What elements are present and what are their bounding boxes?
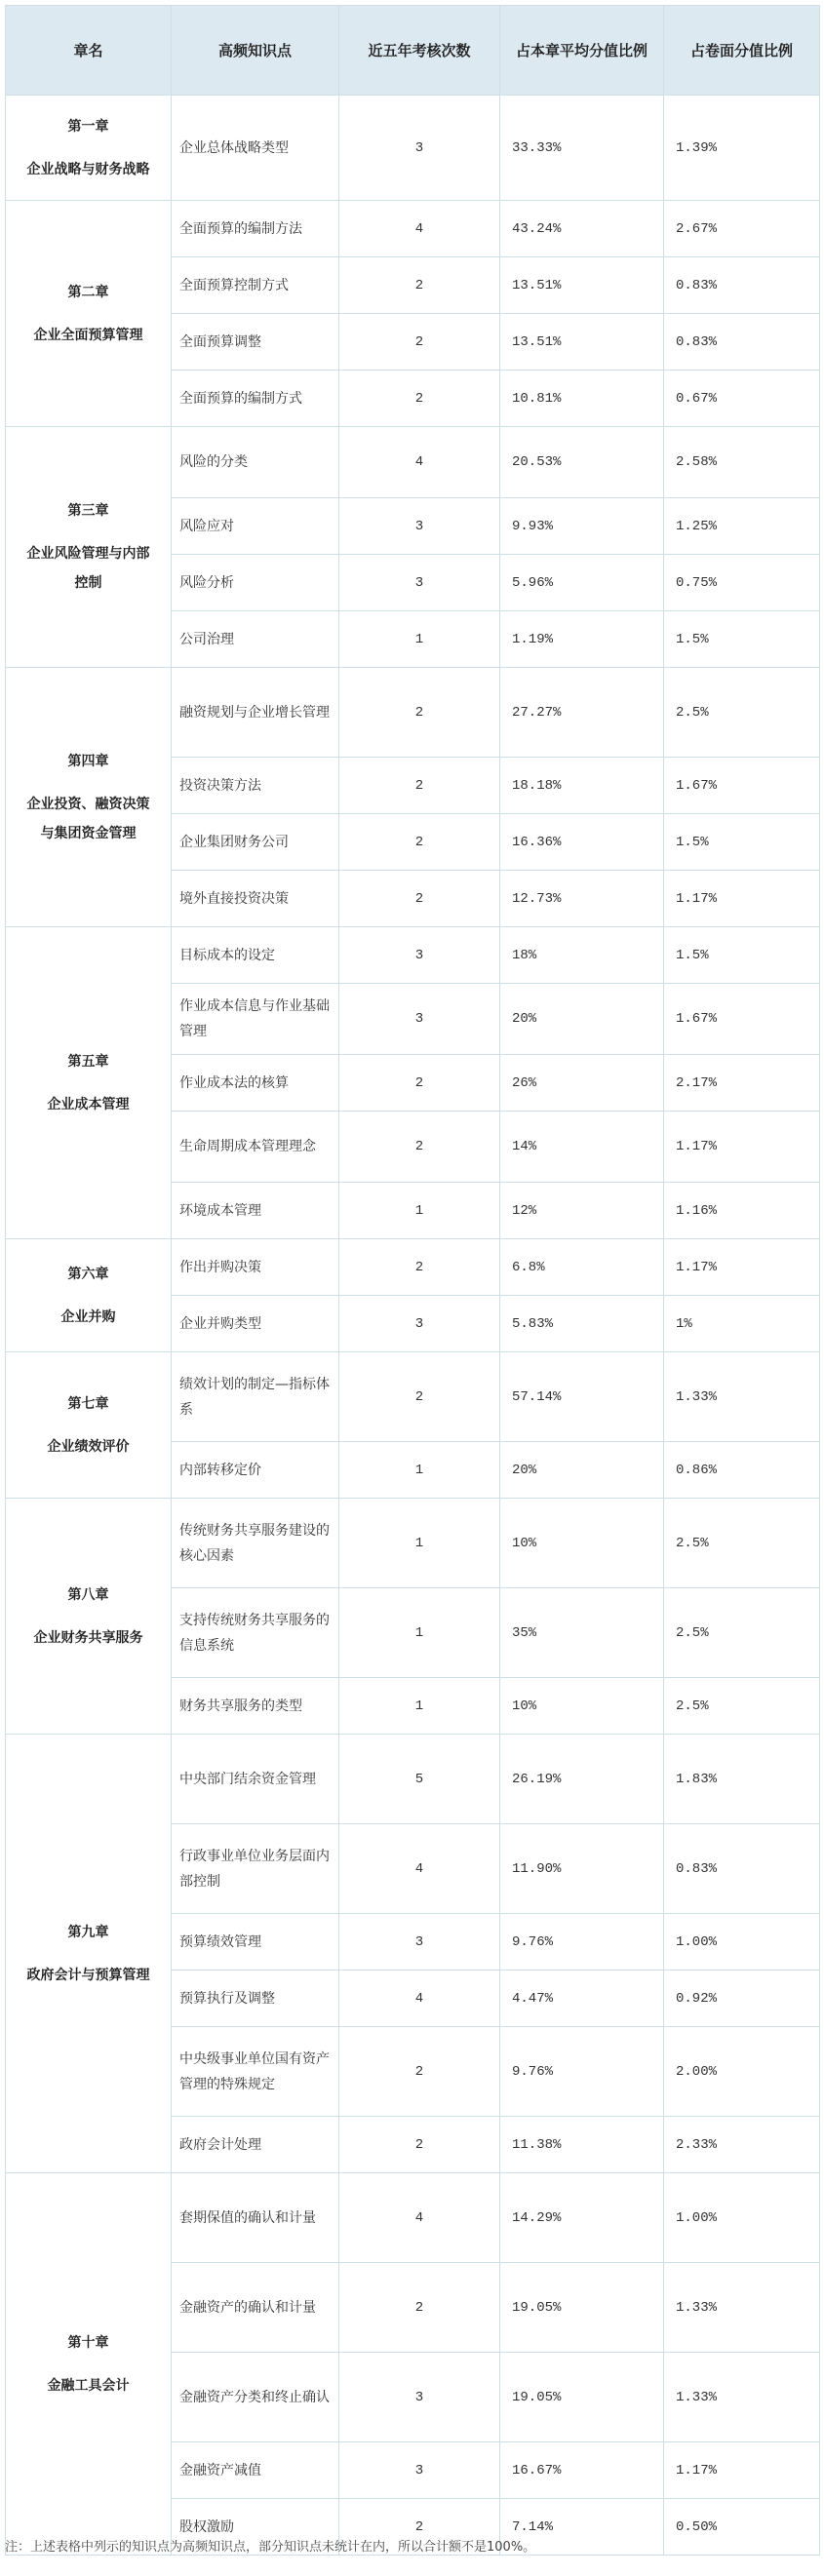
knowledge-point-cell: 公司治理 — [172, 611, 339, 668]
chapter-cell — [6, 1239, 172, 1352]
paper-share-cell: 1.5% — [664, 814, 820, 871]
chapter-share-cell: 9.93% — [500, 498, 664, 555]
exam-count-cell: 4 — [339, 1824, 500, 1914]
knowledge-point-cell: 全面预算的编制方法 — [172, 201, 339, 257]
exam-count-cell: 1 — [339, 1588, 500, 1678]
paper-share-cell: 2.67% — [664, 201, 820, 257]
knowledge-point-cell: 金融资产分类和终止确认 — [172, 2353, 339, 2442]
paper-share-cell: 0.86% — [664, 1442, 820, 1499]
exam-count-cell: 2 — [339, 814, 500, 871]
chapter-number: 第六章 — [67, 1266, 109, 1282]
table-row — [6, 1239, 820, 1296]
exam-count-cell: 4 — [339, 2173, 500, 2263]
header-chapter: 章名 — [6, 6, 172, 96]
knowledge-point-cell: 风险的分类 — [172, 427, 339, 498]
chapter-share-cell: 10% — [500, 1499, 664, 1588]
knowledge-point-cell: 支持传统财务共享服务的信息系统 — [172, 1588, 339, 1678]
exam-count-cell: 2 — [339, 1239, 500, 1296]
exam-count-cell: 4 — [339, 1971, 500, 2027]
paper-share-cell: 2.5% — [664, 1588, 820, 1678]
chapter-number: 第八章 — [67, 1586, 109, 1603]
paper-share-cell: 2.00% — [664, 2027, 820, 2117]
exam-count-cell: 2 — [339, 758, 500, 814]
chapter-title-line: 企业绩效评价 — [47, 1438, 130, 1455]
exam-count-cell: 1 — [339, 611, 500, 668]
paper-share-cell: 1.5% — [664, 927, 820, 984]
paper-share-cell: 0.83% — [664, 1824, 820, 1914]
paper-share-cell: 0.50% — [664, 2499, 820, 2556]
chapter-title-line: 企业成本管理 — [47, 1096, 130, 1112]
table-row — [6, 1735, 820, 1824]
exam-count-cell: 1 — [339, 1499, 500, 1588]
header-knowledge-point: 高频知识点 — [172, 6, 339, 96]
knowledge-point-cell: 融资规划与企业增长管理 — [172, 668, 339, 758]
chapter-share-cell: 13.51% — [500, 257, 664, 314]
knowledge-point-cell: 环境成本管理 — [172, 1183, 339, 1239]
chapter-share-cell: 5.83% — [500, 1296, 664, 1352]
knowledge-point-cell: 全面预算调整 — [172, 314, 339, 371]
knowledge-point-cell: 预算执行及调整 — [172, 1971, 339, 2027]
exam-count-cell: 4 — [339, 427, 500, 498]
knowledge-point-cell: 内部转移定价 — [172, 1442, 339, 1499]
paper-share-cell: 1.25% — [664, 498, 820, 555]
exam-count-cell: 2 — [339, 371, 500, 427]
chapter-number: 第七章 — [67, 1395, 109, 1412]
chapter-share-cell: 11.38% — [500, 2117, 664, 2173]
chapter-title-line: 企业风险管理与内部 — [26, 546, 150, 562]
exam-count-cell: 3 — [339, 984, 500, 1055]
chapter-share-cell: 10.81% — [500, 371, 664, 427]
paper-share-cell: 2.5% — [664, 1678, 820, 1735]
chapter-share-cell: 20% — [500, 1442, 664, 1499]
chapter-title-line: 企业全面预算管理 — [33, 327, 143, 343]
table-row — [6, 201, 820, 257]
knowledge-point-cell: 预算绩效管理 — [172, 1914, 339, 1971]
paper-share-cell: 1.16% — [664, 1183, 820, 1239]
knowledge-point-cell: 目标成本的设定 — [172, 927, 339, 984]
chapter-share-cell: 9.76% — [500, 2027, 664, 2117]
paper-share-cell: 1.33% — [664, 2263, 820, 2353]
chapter-number: 第二章 — [67, 284, 109, 300]
paper-share-cell: 2.58% — [664, 427, 820, 498]
exam-count-cell: 2 — [339, 2263, 500, 2353]
exam-count-cell: 2 — [339, 2027, 500, 2117]
knowledge-point-cell: 行政事业单位业务层面内部控制 — [172, 1824, 339, 1914]
chapter-cell — [6, 1499, 172, 1735]
chapter-cell — [6, 668, 172, 927]
chapter-share-cell: 6.8% — [500, 1239, 664, 1296]
table-row — [6, 1499, 820, 1588]
exam-count-cell: 4 — [339, 201, 500, 257]
chapter-share-cell: 18% — [500, 927, 664, 984]
chapter-share-cell: 26% — [500, 1055, 664, 1112]
table-row — [6, 96, 820, 201]
chapter-number: 第四章 — [67, 753, 109, 769]
paper-share-cell: 1.00% — [664, 2173, 820, 2263]
paper-share-cell: 1.33% — [664, 2353, 820, 2442]
exam-count-cell: 3 — [339, 2353, 500, 2442]
chapter-cell — [6, 201, 172, 427]
exam-count-cell: 2 — [339, 314, 500, 371]
chapter-cell — [6, 1735, 172, 2173]
knowledge-point-cell: 中央部门结余资金管理 — [172, 1735, 339, 1824]
chapter-share-cell: 13.51% — [500, 314, 664, 371]
chapter-share-cell: 12% — [500, 1183, 664, 1239]
chapter-title-line: 企业财务共享服务 — [33, 1629, 143, 1646]
chapter-share-cell: 19.05% — [500, 2353, 664, 2442]
header-paper-share: 占卷面分值比例 — [664, 6, 820, 96]
paper-share-cell: 2.17% — [664, 1055, 820, 1112]
table-row — [6, 668, 820, 758]
knowledge-point-cell: 企业并购类型 — [172, 1296, 339, 1352]
chapter-title-line: 与集团资金管理 — [40, 825, 137, 841]
knowledge-point-cell: 金融资产减值 — [172, 2442, 339, 2499]
exam-count-cell: 3 — [339, 96, 500, 201]
exam-count-cell: 2 — [339, 1352, 500, 1442]
chapter-number: 第三章 — [67, 503, 109, 519]
knowledge-table — [5, 5, 820, 2556]
table-row — [6, 1352, 820, 1442]
table-header-row — [6, 6, 820, 96]
exam-count-cell: 1 — [339, 1678, 500, 1735]
chapter-title-line: 企业并购 — [60, 1308, 116, 1325]
exam-count-cell: 3 — [339, 927, 500, 984]
chapter-title-line: 金融工具会计 — [47, 2377, 130, 2394]
knowledge-point-cell: 风险应对 — [172, 498, 339, 555]
paper-share-cell: 1.33% — [664, 1352, 820, 1442]
chapter-share-cell: 4.47% — [500, 1971, 664, 2027]
knowledge-point-cell: 中央级事业单位国有资产管理的特殊规定 — [172, 2027, 339, 2117]
knowledge-point-cell: 全面预算控制方式 — [172, 257, 339, 314]
chapter-share-cell: 27.27% — [500, 668, 664, 758]
exam-count-cell: 3 — [339, 498, 500, 555]
header-exam-count: 近五年考核次数 — [339, 6, 500, 96]
chapter-share-cell: 5.96% — [500, 555, 664, 611]
exam-count-cell: 2 — [339, 668, 500, 758]
paper-share-cell: 1.83% — [664, 1735, 820, 1824]
paper-share-cell: 0.83% — [664, 257, 820, 314]
exam-count-cell: 3 — [339, 1914, 500, 1971]
chapter-share-cell: 9.76% — [500, 1914, 664, 1971]
exam-count-cell: 3 — [339, 1296, 500, 1352]
knowledge-point-cell: 财务共享服务的类型 — [172, 1678, 339, 1735]
chapter-cell — [6, 427, 172, 668]
knowledge-point-cell: 生命周期成本管理理念 — [172, 1112, 339, 1183]
paper-share-cell: 1.17% — [664, 1239, 820, 1296]
exam-count-cell: 1 — [339, 1183, 500, 1239]
paper-share-cell: 1.17% — [664, 871, 820, 927]
chapter-share-cell: 57.14% — [500, 1352, 664, 1442]
knowledge-point-cell: 企业总体战略类型 — [172, 96, 339, 201]
chapter-title-line: 政府会计与预算管理 — [26, 1967, 150, 1983]
footnote: 注：上述表格中列示的知识点为高频知识点，部分知识点未统计在内，所以合计额不是100%。 — [5, 2540, 536, 2555]
chapter-share-cell: 7.14% — [500, 2499, 664, 2556]
chapter-share-cell: 43.24% — [500, 201, 664, 257]
exam-count-cell: 5 — [339, 1735, 500, 1824]
paper-share-cell: 0.75% — [664, 555, 820, 611]
chapter-number: 第十章 — [67, 2334, 109, 2351]
chapter-share-cell: 11.90% — [500, 1824, 664, 1914]
chapter-share-cell: 1.19% — [500, 611, 664, 668]
paper-share-cell: 1.17% — [664, 2442, 820, 2499]
header-chapter-share: 占本章平均分值比例 — [500, 6, 664, 96]
chapter-cell — [6, 2173, 172, 2556]
chapter-number: 第一章 — [67, 118, 109, 135]
knowledge-point-cell: 企业集团财务公司 — [172, 814, 339, 871]
paper-share-cell: 0.92% — [664, 1971, 820, 2027]
chapter-share-cell: 16.67% — [500, 2442, 664, 2499]
exam-count-cell: 2 — [339, 2499, 500, 2556]
chapter-share-cell: 14.29% — [500, 2173, 664, 2263]
paper-share-cell: 2.33% — [664, 2117, 820, 2173]
chapter-title-line: 控制 — [74, 575, 102, 591]
table-row — [6, 2173, 820, 2263]
knowledge-point-cell: 股权激励 — [172, 2499, 339, 2556]
exam-count-cell: 2 — [339, 257, 500, 314]
exam-count-cell: 1 — [339, 1442, 500, 1499]
table-row — [6, 927, 820, 984]
paper-share-cell: 2.5% — [664, 668, 820, 758]
exam-count-cell: 2 — [339, 1055, 500, 1112]
paper-share-cell: 1.00% — [664, 1914, 820, 1971]
paper-share-cell: 1.67% — [664, 984, 820, 1055]
chapter-share-cell: 35% — [500, 1588, 664, 1678]
chapter-share-cell: 26.19% — [500, 1735, 664, 1824]
chapter-share-cell: 20% — [500, 984, 664, 1055]
knowledge-point-cell: 套期保值的确认和计量 — [172, 2173, 339, 2263]
paper-share-cell: 0.67% — [664, 371, 820, 427]
chapter-share-cell: 33.33% — [500, 96, 664, 201]
knowledge-point-cell: 作业成本信息与作业基础管理 — [172, 984, 339, 1055]
paper-share-cell: 0.83% — [664, 314, 820, 371]
paper-share-cell: 1% — [664, 1296, 820, 1352]
chapter-cell — [6, 96, 172, 201]
chapter-share-cell: 19.05% — [500, 2263, 664, 2353]
chapter-share-cell: 14% — [500, 1112, 664, 1183]
knowledge-point-cell: 政府会计处理 — [172, 2117, 339, 2173]
chapter-number: 第五章 — [67, 1053, 109, 1070]
knowledge-point-cell: 境外直接投资决策 — [172, 871, 339, 927]
chapter-share-cell: 10% — [500, 1678, 664, 1735]
chapter-title-line: 企业投资、融资决策 — [26, 796, 150, 812]
knowledge-point-cell: 金融资产的确认和计量 — [172, 2263, 339, 2353]
chapter-share-cell: 16.36% — [500, 814, 664, 871]
table-row — [6, 427, 820, 498]
chapter-title-line: 企业战略与财务战略 — [26, 161, 150, 177]
exam-count-cell: 3 — [339, 555, 500, 611]
exam-count-cell: 2 — [339, 1112, 500, 1183]
paper-share-cell: 1.5% — [664, 611, 820, 668]
chapter-share-cell: 12.73% — [500, 871, 664, 927]
table-body — [6, 96, 820, 2556]
paper-share-cell: 1.39% — [664, 96, 820, 201]
knowledge-point-cell: 传统财务共享服务建设的核心因素 — [172, 1499, 339, 1588]
exam-count-cell: 2 — [339, 871, 500, 927]
exam-count-cell: 3 — [339, 2442, 500, 2499]
knowledge-point-cell: 投资决策方法 — [172, 758, 339, 814]
chapter-share-cell: 18.18% — [500, 758, 664, 814]
exam-count-cell: 2 — [339, 2117, 500, 2173]
chapter-cell — [6, 1352, 172, 1499]
knowledge-point-cell: 作出并购决策 — [172, 1239, 339, 1296]
chapter-share-cell: 20.53% — [500, 427, 664, 498]
chapter-cell — [6, 927, 172, 1239]
knowledge-point-cell: 风险分析 — [172, 555, 339, 611]
chapter-number: 第九章 — [67, 1924, 109, 1940]
knowledge-point-cell: 绩效计划的制定—指标体系 — [172, 1352, 339, 1442]
knowledge-point-cell: 全面预算的编制方式 — [172, 371, 339, 427]
paper-share-cell: 1.67% — [664, 758, 820, 814]
knowledge-point-cell: 作业成本法的核算 — [172, 1055, 339, 1112]
paper-share-cell: 1.17% — [664, 1112, 820, 1183]
paper-share-cell: 2.5% — [664, 1499, 820, 1588]
